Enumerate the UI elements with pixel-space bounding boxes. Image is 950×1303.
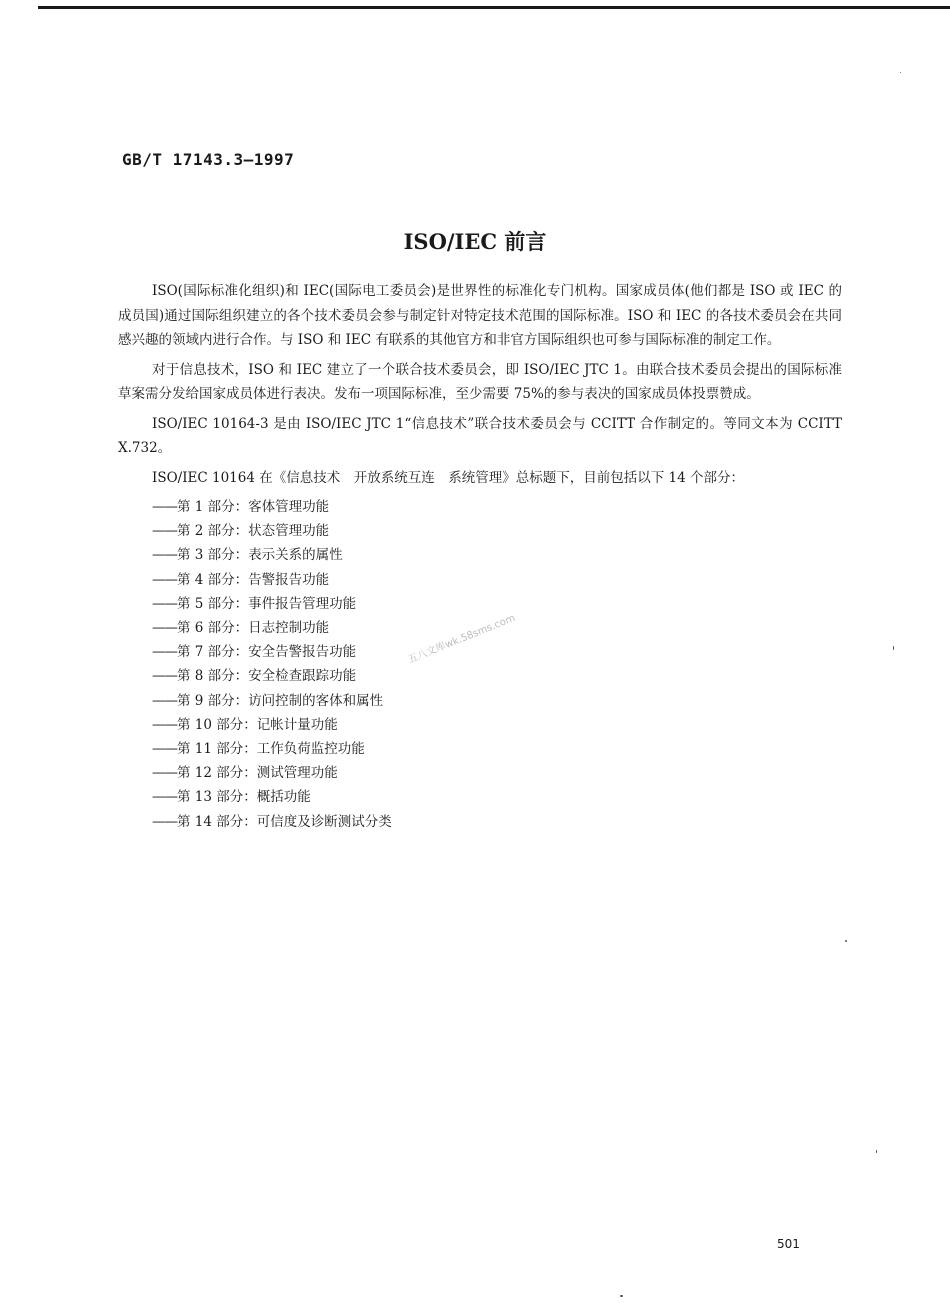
list-item-text: 第 9 部分：访问控制的客体和属性 [177, 692, 384, 709]
list-dash: —— [152, 620, 177, 637]
list-item-text: 第 12 部分：测试管理功能 [177, 765, 338, 782]
scan-speck [893, 646, 894, 650]
scan-speck [620, 1295, 623, 1297]
scan-speck [845, 940, 847, 942]
scan-speck [876, 1150, 877, 1153]
page-title: ISO/IEC 前言 [403, 229, 547, 254]
list-item [152, 689, 842, 713]
list-item-text: 第 4 部分：告警报告功能 [177, 571, 330, 588]
list-item [152, 810, 842, 834]
list-item-text: 第 6 部分：日志控制功能 [177, 620, 330, 637]
list-item [152, 737, 842, 761]
list-item [152, 495, 842, 519]
paragraph-jtc1: 对于信息技术，ISO 和 IEC 建立了一个联合技术委员会，即 ISO/IEC JTC 1。由联合技术委员会提出的国际标准草案需分发给国家成员体进行表决。发布一项国际标准，至少需要 75%的参与表决的国家成员体投票赞成。 [118, 361, 842, 402]
parts-list [118, 495, 842, 834]
list-dash: —— [152, 571, 177, 588]
paragraph-parts-intro: ISO/IEC 10164 在《信息技术 开放系统互连 系统管理》总标题下，目前包括以下 14 个部分： [152, 469, 745, 486]
list-item [152, 592, 842, 616]
list-item-text: 第 7 部分：安全告警报告功能 [177, 644, 357, 661]
list-item [152, 543, 842, 567]
paragraph-intro: ISO(国际标准化组织)和 IEC(国际电工委员会)是世界性的标准化专门机构。国家成员体(他们都是 ISO 或 IEC 的成员国)通过国际组织建立的各个技术委员会参与制定针对特定技术范围的国际标准。ISO 和 IEC 的各技术委员会在共同感兴趣的领域内进行合作。与 ISO 和 IEC 有联系的其他官方和非官方国际组织也可参与国际标准的制定工作。 [118, 283, 842, 348]
list-item [152, 640, 842, 664]
list-item-text: 第 1 部分：客体管理功能 [177, 499, 330, 515]
list-item-text: 第 5 部分：事件报告管理功能 [177, 595, 357, 612]
watermark: 五八文库wk.58sms.com [406, 612, 517, 666]
list-dash: —— [152, 644, 177, 661]
list-item [152, 568, 842, 592]
paragraph-origin: ISO/IEC 10164-3 是由 ISO/IEC JTC 1“信息技术”联合技术委员会与 CCITT 合作制定的。等同文本为 CCITT X.732。 [118, 415, 842, 456]
page-number: 501 [777, 1237, 800, 1251]
list-dash: —— [152, 499, 177, 515]
list-dash: —— [152, 741, 177, 758]
list-dash: —— [152, 523, 177, 540]
list-dash: —— [152, 595, 177, 612]
list-item [152, 664, 842, 688]
list-item-text: 第 11 部分：工作负荷监控功能 [177, 741, 365, 758]
list-item-text: 第 10 部分：记帐计量功能 [177, 716, 338, 733]
list-dash: —— [152, 789, 177, 806]
list-item-text: 第 3 部分：表示关系的属性 [177, 547, 343, 564]
list-item [152, 713, 842, 737]
document-body [118, 279, 842, 834]
list-item-text: 第 2 部分：状态管理功能 [177, 523, 330, 540]
list-item-text: 第 14 部分：可信度及诊断测试分类 [177, 813, 392, 830]
list-item [152, 785, 842, 809]
list-item-text: 第 13 部分：概括功能 [177, 789, 311, 806]
list-dash: —— [152, 765, 177, 782]
list-item [152, 519, 842, 543]
list-dash: —— [152, 668, 177, 685]
standard-code: GB/T 17143.3—1997 [122, 150, 295, 169]
list-dash: —— [152, 813, 177, 830]
list-dash: —— [152, 547, 177, 564]
top-rule [38, 6, 950, 9]
list-item-text: 第 8 部分：安全检查跟踪功能 [177, 668, 357, 685]
list-dash: —— [152, 692, 177, 709]
list-item [152, 761, 842, 785]
scan-speck [900, 72, 901, 73]
list-dash: —— [152, 716, 177, 733]
